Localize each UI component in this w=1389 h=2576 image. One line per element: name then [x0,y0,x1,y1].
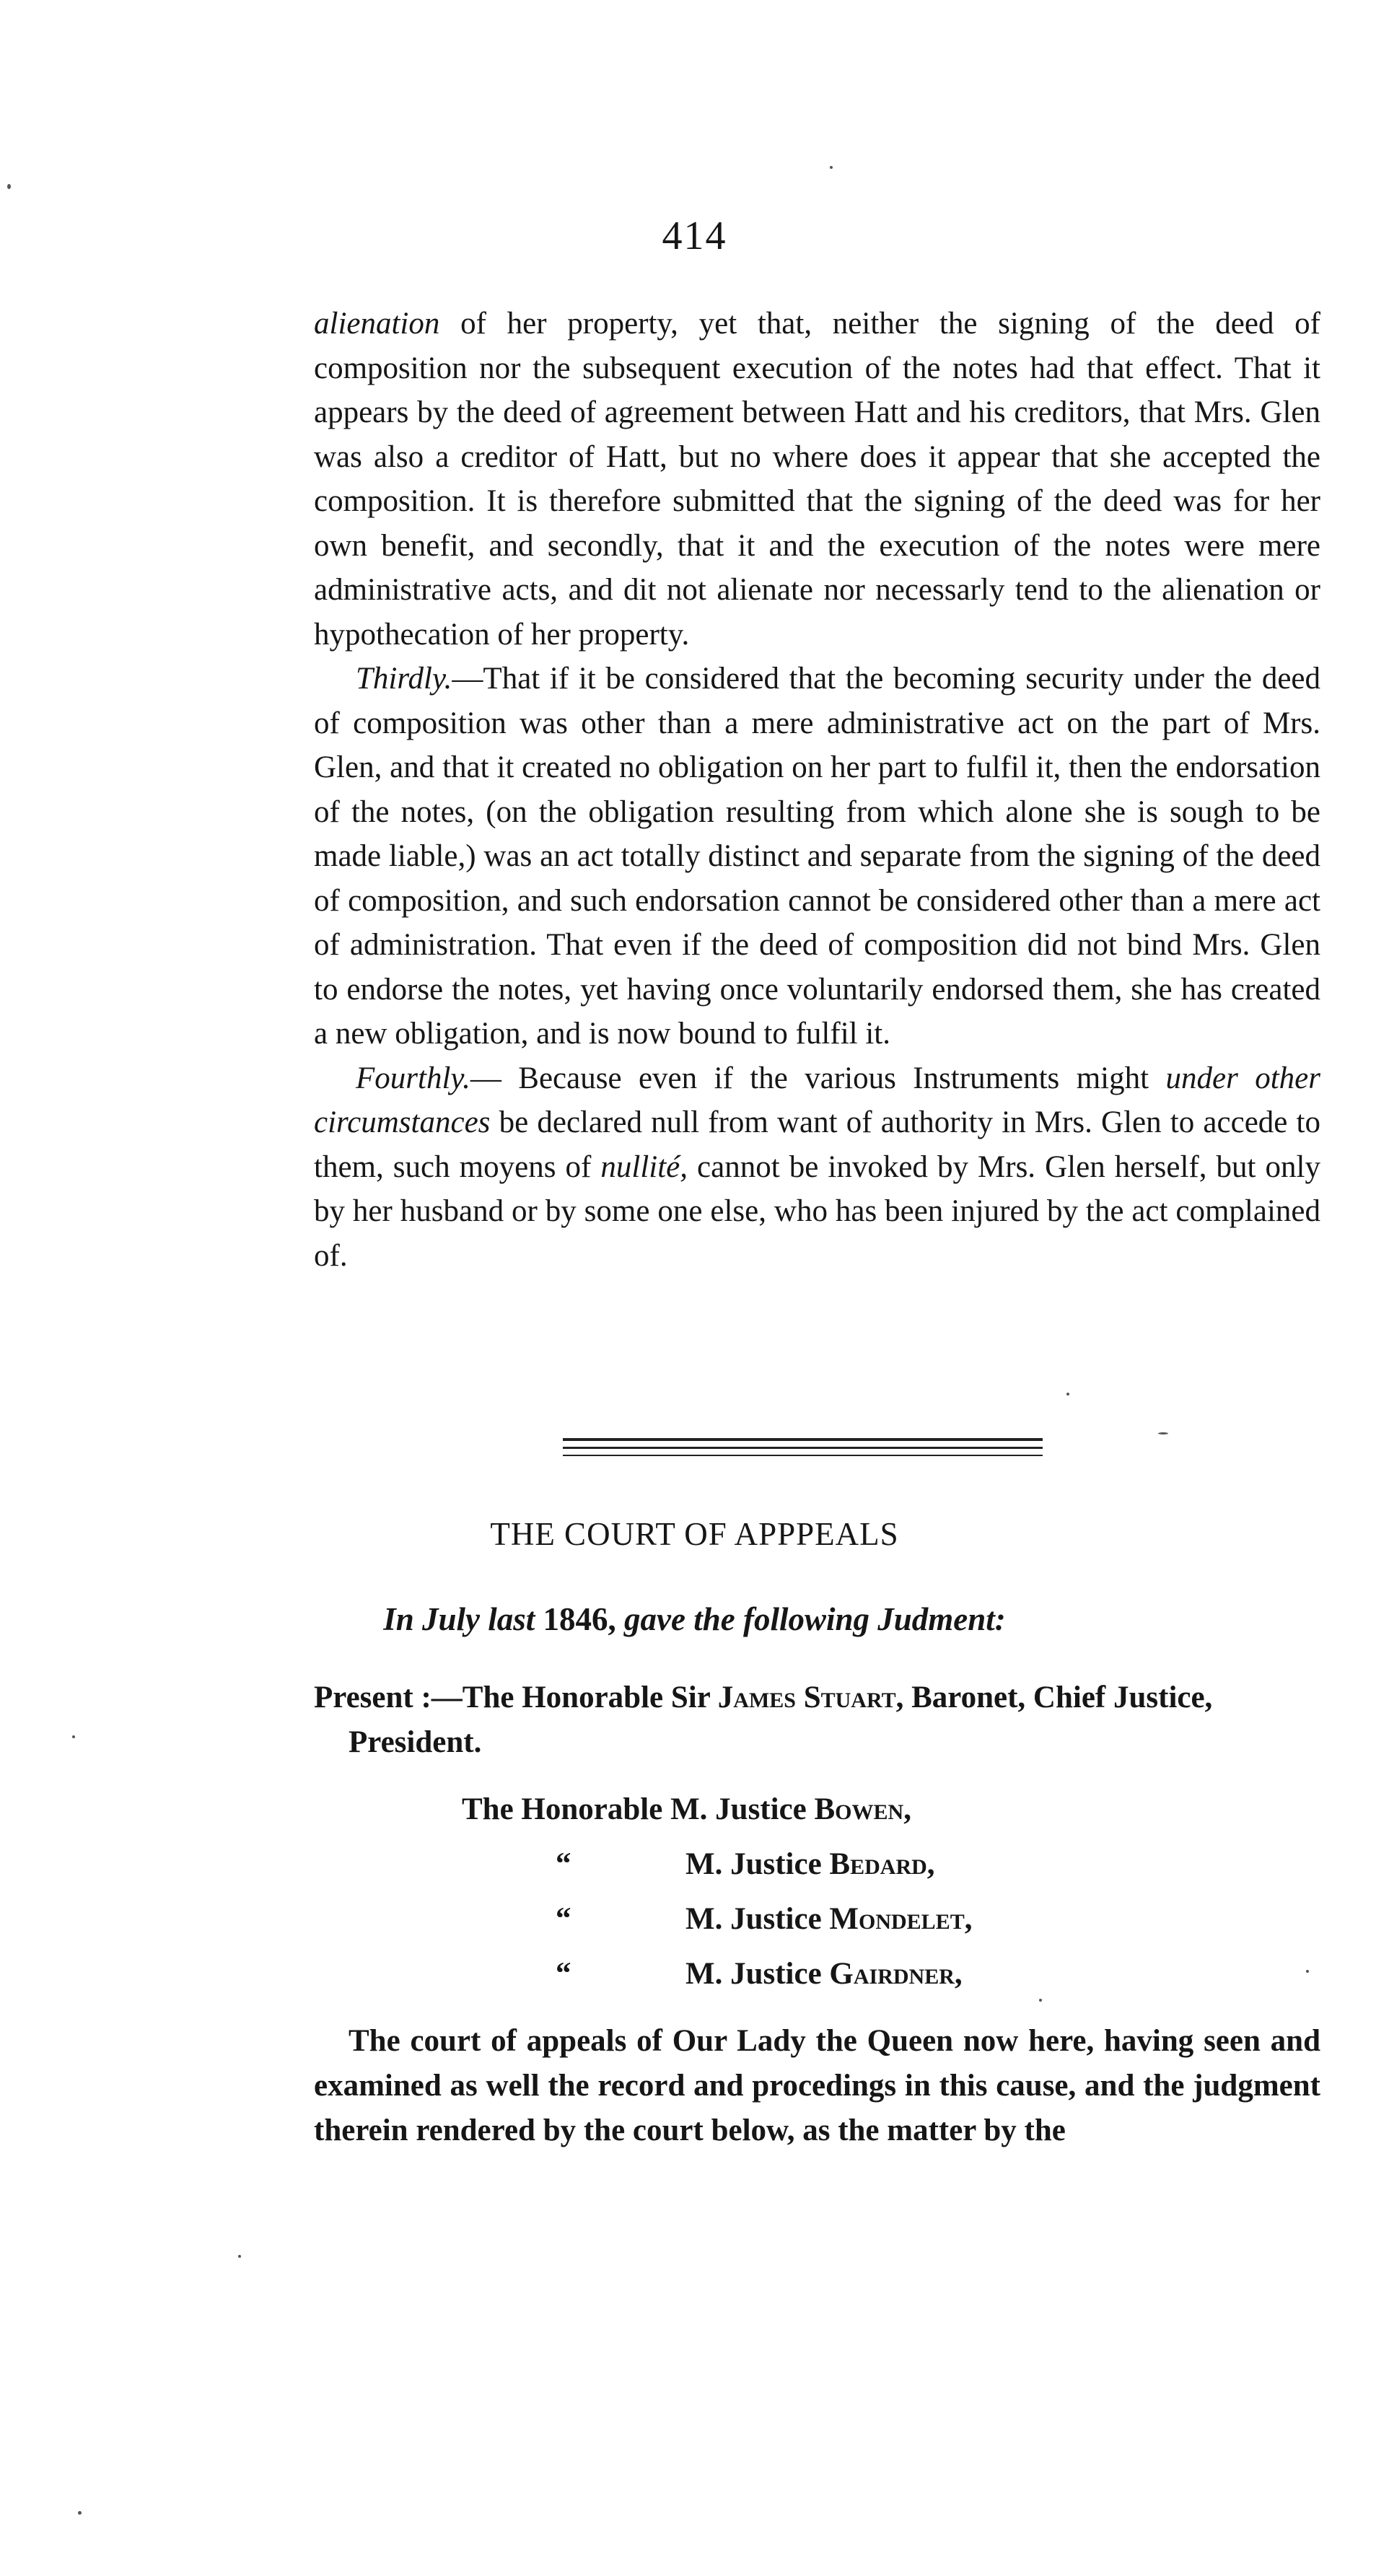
pleading-text [314,302,1320,1278]
pleading-paragraph [314,302,1320,657]
court-text [314,2019,1320,2153]
court-heading: THE COURT OF APPPEALS [490,1516,899,1552]
section-divider-rule [563,1438,1043,1441]
judgment-line [0,1600,1389,1638]
scan-speck [238,2255,241,2258]
judge-row [462,1782,972,1837]
judge-suffix: , [903,1792,911,1826]
scan-speck [7,184,11,189]
ditto-mark: “ [556,1957,571,1991]
judge-row [462,1892,972,1947]
pleading-paragraph [314,1056,1320,1279]
judges-list [462,1782,972,2002]
section-divider-rule [563,1447,1043,1449]
judgment-line-part2: gave the following Judment: [624,1601,1006,1637]
italic-phrase: nullité, [600,1149,688,1184]
judge-name: Bowen [814,1792,904,1826]
judgment-line-year: 1846, [535,1601,625,1637]
pleading-paragraph [314,657,1320,1056]
present-line1-end: , Baronet, Chief Justice, [895,1681,1213,1714]
judge-name: Gairdner [829,1957,955,1991]
judge-suffix: , [954,1957,963,1991]
ditto-mark: “ [556,1902,571,1936]
scan-speck [1306,1970,1309,1973]
present-label: Present :—The Honorable Sir [314,1681,718,1714]
italic-phrase: Fourthly. [356,1061,470,1095]
chief-justice-name: James Stuart [717,1681,896,1714]
judge-title: M. Justice [685,1902,830,1936]
scan-speck [72,1735,75,1738]
judge-name: Mondelet [829,1902,965,1936]
present-president: President. [349,1725,482,1759]
court-text-paragraph: The court of appeals of Our Lady the Queen now here, having seen and examined as well the record and procedings in this cause, and the judgment therein rendered by the court below, as the matter by the [314,2024,1320,2147]
section-divider-rule [563,1455,1043,1456]
scan-speck [830,166,833,169]
paragraph-text: of her property, yet that, neither the signing of the deed of composition nor the subsequent execution of the notes had that effect. That it appears by the deed of agreement between Hatt and his creditors, that Mrs. Glen was also a creditor of Hatt, but no where does it appear that she accepted the composition. It is therefore submitted that the signing of the deed was for her own benefit, and secondly, that it and the execution of the notes were mere administrative acts, and dit not alienate nor necessarly tend to the alienation or hypothecation of her property. [314,307,1320,652]
judge-suffix: , [926,1847,935,1881]
judgment-line-part1: In July last [383,1601,535,1637]
judge-name: Bedard [829,1847,927,1881]
italic-phrase: Thirdly. [356,662,452,696]
judge-title: M. Justice [685,1957,830,1991]
present-paragraph [314,1675,1320,1765]
paragraph-text: — Because even if the various Instruments might [470,1061,1166,1095]
judge-title: M. Justice [662,1792,815,1826]
italic-phrase: under other circumstances [314,1061,1320,1139]
judge-honorific: The Honorable [462,1792,663,1826]
paragraph-text: be declared null from want of authority in Mrs. Glen to accede to them, such moyens of [314,1105,1320,1184]
scan-speck [1158,1432,1168,1434]
judge-row [462,1947,972,2002]
page-number: 414 [662,214,727,258]
scan-speck [78,2511,82,2515]
italic-phrase: alienation [314,307,440,341]
ditto-mark: “ [556,1847,571,1881]
scan-speck [1039,1999,1042,2002]
paragraph-text: cannot be invoked by Mrs. Glen herself, but only by her husband or by some one else, who has been injured by the act complained of. [314,1149,1321,1273]
scan-speck [1066,1393,1069,1396]
paragraph-text: —That if it be considered that the becoming security under the deed of composition was other than a mere administrative act on the part of Mrs. Glen, and that it created no obligation on her part to fulfil it, then the endorsation of the notes, (on the obligation resulting from which alone she is sough to be made liable,) was an act totally distinct and separate from the signing of the deed of composition, and such endorsation cannot be considered other than a mere act of administration. That even if the deed of composition did not bind Mrs. Glen to endorse the notes, yet having once voluntarily endorsed them, she has created a new obligation, and is now bound to fulfil it. [314,662,1320,1051]
judge-suffix: , [964,1902,973,1936]
judge-title: M. Justice [685,1847,830,1881]
judge-row [462,1837,972,1892]
